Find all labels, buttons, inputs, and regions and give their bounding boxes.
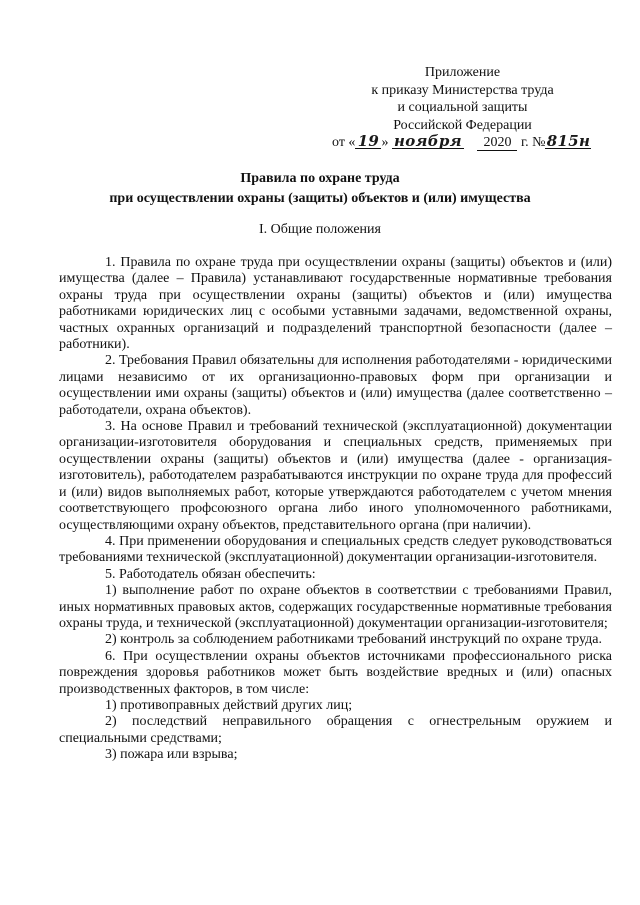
paragraph: 3) пожара или взрыва; (105, 747, 238, 763)
approval-line: к приказу Министерства труда (371, 82, 554, 98)
order-year: 2020 (477, 136, 517, 151)
title-line: Правила по охране труда (240, 171, 400, 186)
handwritten-order-number: 815н (546, 132, 591, 150)
document-body (59, 255, 612, 764)
paragraph: 1. Правила по охране труда при осуществлении охраны (защиты) объектов и (или) имущества (далее – Правила) устанавливают государственные нормативные требования охраны труда при осуществлении охраны (защиты) объектов и (или) имущества работниками юридических лиц с особыми уставными задачами, ведомственной охраны, частных охранных организаций и подразделений транспортной безопасности (далее – работники). (59, 255, 612, 353)
paragraph: 1) выполнение работ по охране объектов в соответствии с требованиями Правил, иных нормативных правовых актов, содержащих государственные нормативные требования охраны труда, и технической (эксплуатационной) документации организации-изготовителя; (59, 583, 612, 631)
handwritten-day: 19 (355, 134, 381, 149)
year-suffix: г. № (517, 135, 546, 150)
date-mid: » (381, 135, 389, 150)
approval-line: Приложение (424, 65, 501, 80)
paragraph: 2) контроль за соблюдением работниками требований инструкций по охране труда. (105, 632, 602, 648)
order-date-line (330, 134, 595, 152)
approval-line: и социальной защиты (397, 100, 528, 115)
paragraph: 2. Требования Правил обязательны для исполнения работодателями - юридическими лицами независимо от их организационно-правовых форм при организации и осуществлении ими охраны (защиты) объектов и (или) имущества (далее соответственно – работодатели, охрана объектов). (59, 353, 612, 418)
paragraph: 1) противоправных действий других лиц; (105, 697, 353, 713)
paragraph: 6. При осуществлении охраны объектов источниками профессионального риска повреждения здоровья работников может быть воздействие вредных и (или) опасных производственных факторов, в том числе: (59, 648, 612, 697)
document-title (0, 169, 640, 209)
section-heading: I. Общие положения (259, 222, 381, 237)
title-line: при осуществлении охраны (защиты) объектов и (или) имущества (109, 191, 531, 206)
paragraph: 4. При применении оборудования и специальных средств следует руководствоваться требованиями технической (эксплуатационной) документации организации-изготовителя. (59, 533, 612, 566)
approval-line: Российской Федерации (393, 117, 532, 133)
paragraph: 3. На основе Правил и требований технической (эксплуатационной) документации организации-изготовителя оборудования и специальных средств, применяемых при осуществлении охраны (защиты) объектов и (или) имущества (далее - организация-изготовитель), работодателем разрабатываются инструкции по охране труда для профессий и (или) видов выполняемых работ, которые утверждаются работодателем с учетом мнения соответствующего профсоюзного органа либо иного уполномоченного работниками, осуществляющими охрану объектов, представительного органа (при наличии). (59, 419, 612, 533)
approval-block (330, 64, 595, 152)
paragraph: 5. Работодатель обязан обеспечить: (105, 566, 316, 582)
date-prefix: от « (332, 135, 356, 150)
handwritten-month: ноября (392, 134, 464, 149)
paragraph: 2) последствий неправильного обращения с огнестрельным оружием и специальными средствами; (59, 714, 612, 746)
